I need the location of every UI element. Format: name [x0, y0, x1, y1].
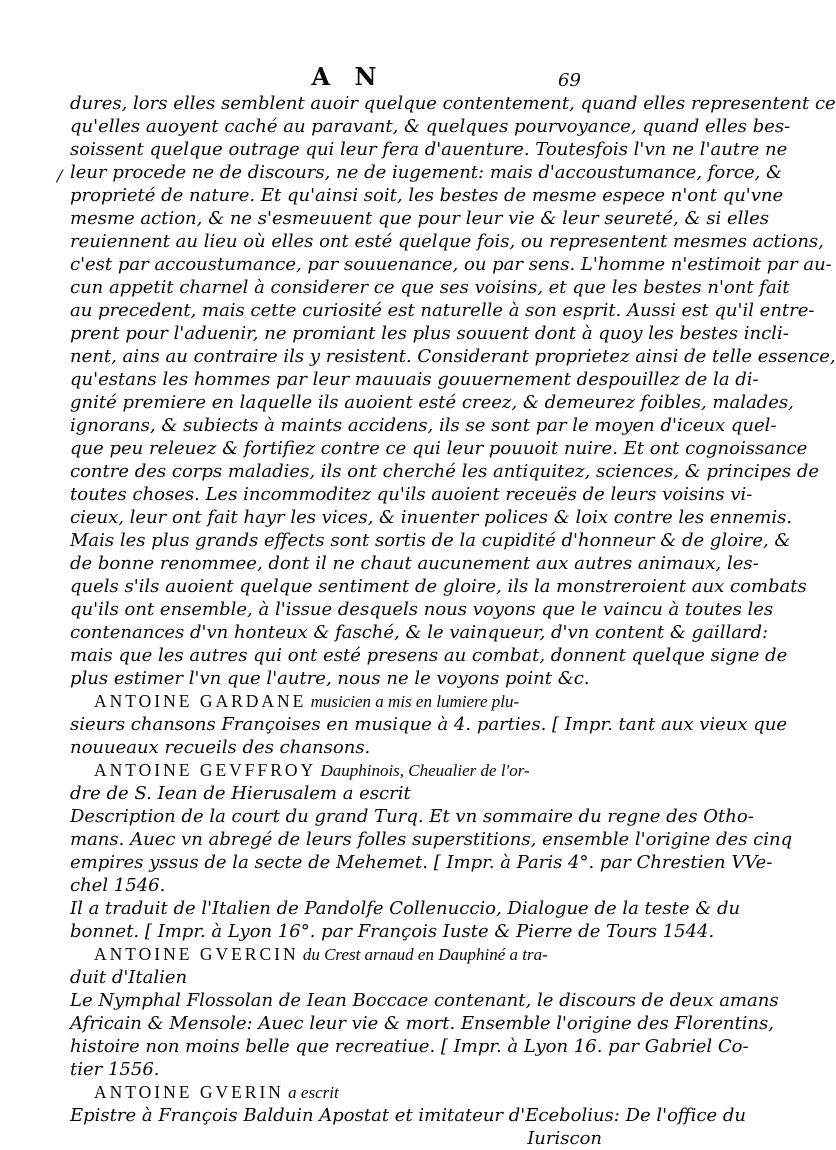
text-line: gnité premiere en laquelle ils auoient esté creez, & demeurez foibles, malades,	[70, 392, 794, 413]
page-number: 69	[558, 70, 581, 91]
text-line: ignorans, & subiects à maints accidens, ils se sont par le moyen d'iceux quel-	[70, 415, 777, 436]
entry-heading-rest: musicien a mis en lumiere plu-	[306, 692, 520, 711]
text-line: mans. Auec vn abregé de leurs folles superstitions, ensemble l'origine des cinq	[70, 829, 793, 850]
text-line: cieux, leur ont fait hayr les vices, & inuenter polices & loix contre les ennemis.	[70, 507, 793, 528]
text-line: qu'estans les hommes par leur mauuais gouuernement despouillez de la di-	[70, 369, 759, 390]
text-line: contre des corps maladies, ils ont cherché les antiquitez, sciences, & principes de	[70, 461, 820, 482]
text-line: Il a traduit de l'Italien de Pandolfe Collenuccio, Dialogue de la teste & du	[70, 898, 741, 919]
entry-heading	[94, 1081, 602, 1104]
entry-heading	[94, 690, 602, 713]
text-line: chel 1546.	[70, 875, 166, 896]
text-line: Mais les plus grands effects sont sortis de la cupidité d'honneur & de gloire, &	[70, 530, 791, 551]
text-line: soissent quelque outrage qui leur fera d'auenture. Toutesfois l'vn ne l'autre ne	[70, 139, 788, 160]
text-line: qu'ils ont ensemble, à l'issue desquels nous voyons que le vaincu à toutes les	[70, 599, 774, 620]
text-line: tier 1556.	[70, 1059, 160, 1080]
author-name: ANTOINE GARDANE	[94, 691, 307, 711]
text-line: c'est par accoustumance, par souuenance, ou par sens. L'homme n'estimoit par au-	[70, 254, 832, 275]
text-line: que peu releuez & fortifiez contre ce qui leur pouuoit nuire. Et ont cognoissance	[70, 438, 808, 459]
entry-heading-rest: Dauphinois, Cheualier de l'or-	[316, 761, 530, 780]
text-line: Epistre à François Balduin Apostat et imitateur d'Ecebolius: De l'office du	[70, 1105, 747, 1126]
author-name: ANTOINE GEVFFROY	[94, 760, 317, 780]
text-line: nouueaux recueils des chansons.	[70, 737, 371, 758]
text-line: plus estimer l'vn que l'autre, nous ne le voyons point &c.	[70, 668, 590, 689]
text-line: nent, ains au contraire ils y resistent. Considerant proprietez ainsi de telle essence,	[70, 346, 836, 367]
text-line: Description de la court du grand Turq. Et vn sommaire du regne des Otho-	[70, 806, 754, 827]
entry-heading	[94, 759, 602, 782]
text-line: dre de S. Iean de Hierusalem a escrit	[70, 783, 411, 804]
margin-mark: /	[57, 166, 63, 185]
text-line: leur procede ne de discours, ne de iugement: mais d'accoustumance, force, &	[70, 162, 783, 183]
text-line: dures, lors elles semblent auoir quelque contentement, quand elles representent ce	[70, 93, 836, 114]
text-line: au precedent, mais cette curiosité est naturelle à son esprit. Aussi est qu'il entre-	[70, 300, 815, 321]
author-name: ANTOINE GVERCIN	[94, 944, 299, 964]
text-line: sieurs chansons Françoises en musique à 4. parties. [ Impr. tant aux vieux que	[70, 714, 788, 735]
body-text	[70, 92, 836, 1150]
text-line: proprieté de nature. Et qu'ainsi soit, les bestes de mesme espece n'ont qu'vne	[70, 185, 784, 206]
text-line: Le Nymphal Flossolan de Iean Boccace contenant, le discours de deux amans	[70, 990, 779, 1011]
text-line: de bonne renommee, dont il ne chaut aucunement aux autres animaux, les-	[70, 553, 759, 574]
text-line: quels s'ils auoient quelque sentiment de gloire, ils la monstreroient aux combats	[70, 576, 807, 597]
author-name: ANTOINE GVERIN	[94, 1082, 284, 1102]
text-line: contenances d'vn honteux & fasché, & le vainqueur, d'vn content & gaillard:	[70, 622, 769, 643]
text-line: Africain & Mensole: Auec leur vie & mort. Ensemble l'origine des Florentins,	[70, 1013, 774, 1034]
entry-heading-rest: du Crest arnaud en Dauphiné a tra-	[298, 945, 548, 964]
text-line: duit d'Italien	[70, 967, 188, 988]
text-line: mais que les autres qui ont esté presens au combat, donnent quelque signe de	[70, 645, 788, 666]
text-line: mesme action, & ne s'esmeuuent que pour leur vie & leur seureté, & si elles	[70, 208, 770, 229]
text-line: cun appetit charnel à considerer ce que ses voisins, et que les bestes n'ont fait	[70, 277, 790, 298]
text-line: histoire non moins belle que recreatiue. [ Impr. à Lyon 16. par Gabriel Co-	[70, 1036, 749, 1057]
text-line: prent pour l'aduenir, ne promiant les plus souuent dont à quoy les bestes incli-	[70, 323, 789, 344]
entry-heading	[94, 943, 602, 966]
text-line: empires yssus de la secte de Mehemet. [ Impr. à Paris 4°. par Chrestien VVe-	[70, 852, 773, 873]
entry-heading-rest: a escrit	[283, 1083, 339, 1102]
text-line: reuiennent au lieu où elles ont esté quelque fois, ou representent mesmes actions,	[70, 231, 824, 252]
text-line: toutes choses. Les incommoditez qu'ils auoient receuës de leurs voisins vi-	[70, 484, 753, 505]
running-head: A N	[311, 62, 385, 91]
text-line: bonnet. [ Impr. à Lyon 16°. par François Iuste & Pierre de Tours 1544.	[70, 921, 715, 942]
text-line: Iuriscon	[527, 1128, 602, 1149]
text-line: qu'elles auoyent caché au paravant, & quelques pourvoyance, quand elles bes-	[70, 116, 791, 137]
